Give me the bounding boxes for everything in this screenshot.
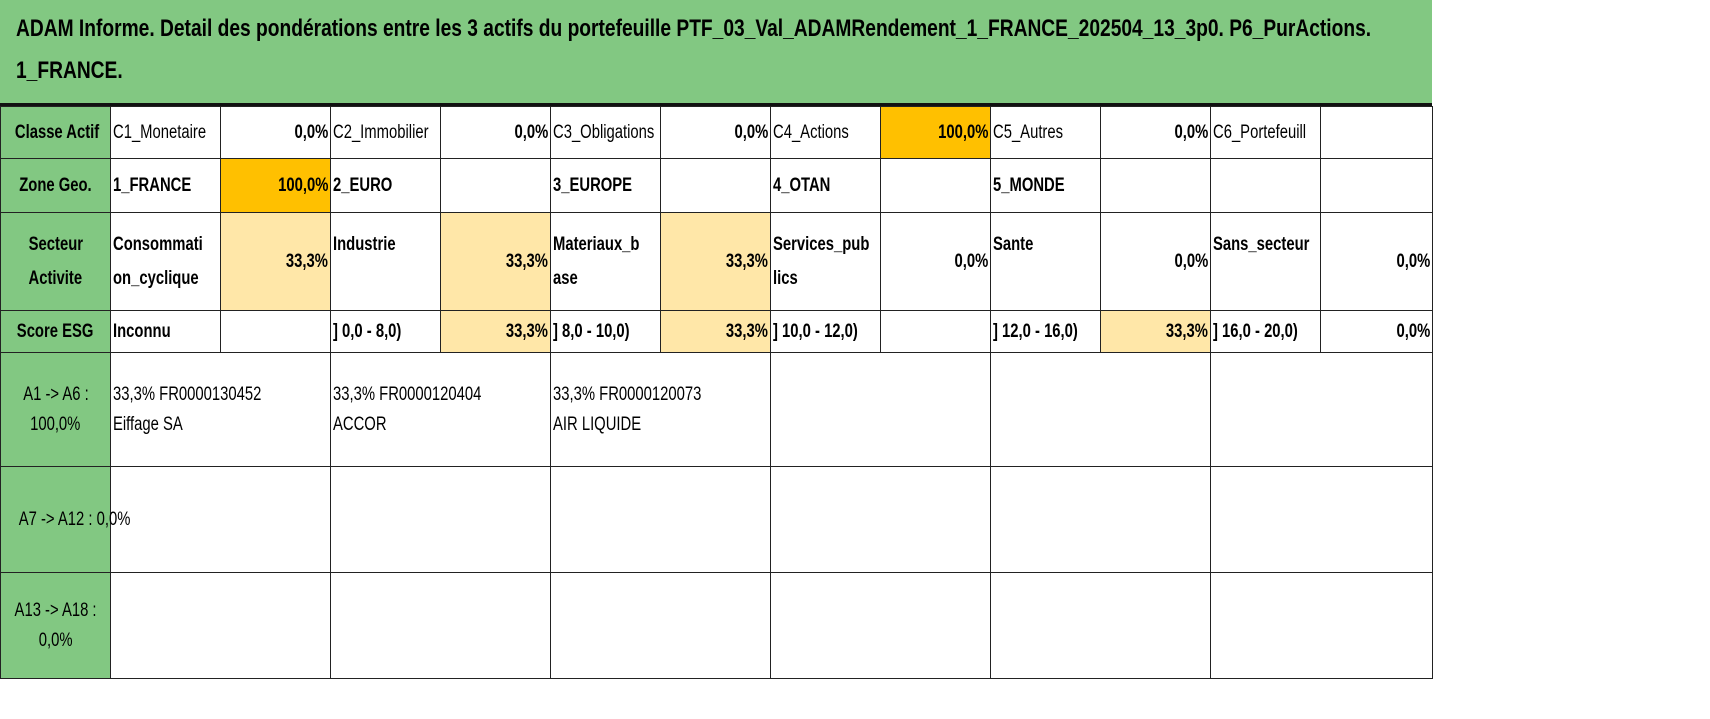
cell-c4-value[interactable]: 100,0%: [881, 107, 991, 159]
row-assets-a1-a6: [1, 353, 1433, 467]
asset-cell-7[interactable]: [111, 467, 331, 573]
cell-secteur-4-value[interactable]: 0,0%: [881, 213, 991, 311]
cell-esg-5-name[interactable]: ] 12,0 - 16,0): [991, 311, 1101, 353]
row-label-secteur[interactable]: Secteur Activite: [1, 213, 111, 311]
asset-cell-4[interactable]: [771, 353, 991, 467]
cell-esg-1-value[interactable]: [221, 311, 331, 353]
cell-secteur-4-name[interactable]: Services_pub lics: [771, 213, 881, 311]
row-label-score-esg[interactable]: Score ESG: [1, 311, 111, 353]
asset-cell-10[interactable]: [771, 467, 991, 573]
cell-c3-value[interactable]: 0,0%: [661, 107, 771, 159]
cell-c4-name[interactable]: C4_Actions: [771, 107, 881, 159]
cell-secteur-5-name[interactable]: Sante: [991, 213, 1101, 311]
row-secteur-activite: [1, 213, 1433, 311]
cell-zone-5-name[interactable]: 5_MONDE: [991, 159, 1101, 213]
cell-esg-6-value[interactable]: 0,0%: [1321, 311, 1433, 353]
asset-cell-15[interactable]: [551, 573, 771, 679]
title-line-2: 1_FRANCE.: [16, 57, 123, 84]
cell-esg-1-name[interactable]: Inconnu: [111, 311, 221, 353]
cell-esg-3-name[interactable]: ] 8,0 - 10,0): [551, 311, 661, 353]
row-classe-actif: [1, 107, 1433, 159]
cell-secteur-6-value[interactable]: 0,0%: [1321, 213, 1433, 311]
cell-c6-name[interactable]: C6_Portefeuill: [1211, 107, 1321, 159]
cell-secteur-1-value[interactable]: 33,3%: [221, 213, 331, 311]
cell-c2-value[interactable]: 0,0%: [441, 107, 551, 159]
row-score-esg: [1, 311, 1433, 353]
cell-c5-value[interactable]: 0,0%: [1101, 107, 1211, 159]
title-line-1: ADAM Informe. Detail des pondérations entre les 3 actifs du portefeuille PTF_03_Val_ADAMRendement_1_FRANCE_202504_13_3p0. P6_PurActions.: [16, 15, 1372, 42]
row-assets-a7-a12: [1, 467, 1433, 573]
asset-group-label-a13-a18[interactable]: A13 -> A18 : 0,0%: [1, 573, 111, 679]
cell-zone-6-value[interactable]: [1321, 159, 1433, 213]
cell-c6-value[interactable]: [1321, 107, 1433, 159]
cell-esg-4-value[interactable]: [881, 311, 991, 353]
report-title: [0, 0, 1432, 106]
cell-zone-4-name[interactable]: 4_OTAN: [771, 159, 881, 213]
cell-esg-2-name[interactable]: ] 0,0 - 8,0): [331, 311, 441, 353]
cell-c1-name[interactable]: C1_Monetaire: [111, 107, 221, 159]
asset-cell-13[interactable]: [111, 573, 331, 679]
cell-c1-value[interactable]: 0,0%: [221, 107, 331, 159]
cell-esg-3-value[interactable]: 33,3%: [661, 311, 771, 353]
cell-c5-name[interactable]: C5_Autres: [991, 107, 1101, 159]
asset-cell-3[interactable]: 33,3% FR0000120073 AIR LIQUIDE: [551, 353, 771, 467]
row-zone-geo: [1, 159, 1433, 213]
cell-zone-2-value[interactable]: [441, 159, 551, 213]
asset-cell-6[interactable]: [1211, 353, 1433, 467]
row-assets-a13-a18: [1, 573, 1433, 679]
asset-cell-16[interactable]: [771, 573, 991, 679]
cell-zone-3-name[interactable]: 3_EUROPE: [551, 159, 661, 213]
cell-secteur-6-name[interactable]: Sans_secteur: [1211, 213, 1321, 311]
cell-esg-6-name[interactable]: ] 16,0 - 20,0): [1211, 311, 1321, 353]
cell-zone-4-value[interactable]: [881, 159, 991, 213]
cell-zone-6-name[interactable]: [1211, 159, 1321, 213]
cell-zone-2-name[interactable]: 2_EURO: [331, 159, 441, 213]
asset-cell-12[interactable]: [1211, 467, 1433, 573]
cell-c3-name[interactable]: C3_Obligations: [551, 107, 661, 159]
asset-cell-1[interactable]: 33,3% FR0000130452 Eiffage SA: [111, 353, 331, 467]
cell-secteur-1-name[interactable]: Consommati on_cyclique: [111, 213, 221, 311]
cell-secteur-2-name[interactable]: Industrie: [331, 213, 441, 311]
weights-grid: [0, 106, 1433, 679]
cell-esg-2-value[interactable]: 33,3%: [441, 311, 551, 353]
row-label-zone-geo[interactable]: Zone Geo.: [1, 159, 111, 213]
asset-cell-14[interactable]: [331, 573, 551, 679]
cell-zone-3-value[interactable]: [661, 159, 771, 213]
cell-secteur-3-value[interactable]: 33,3%: [661, 213, 771, 311]
cell-secteur-5-value[interactable]: 0,0%: [1101, 213, 1211, 311]
row-label-classe-actif[interactable]: Classe Actif: [1, 107, 111, 159]
cell-secteur-3-name[interactable]: Materiaux_b ase: [551, 213, 661, 311]
cell-esg-5-value[interactable]: 33,3%: [1101, 311, 1211, 353]
cell-zone-1-name[interactable]: 1_FRANCE: [111, 159, 221, 213]
asset-cell-8[interactable]: [331, 467, 551, 573]
asset-cell-17[interactable]: [991, 573, 1211, 679]
cell-esg-4-name[interactable]: ] 10,0 - 12,0): [771, 311, 881, 353]
cell-zone-5-value[interactable]: [1101, 159, 1211, 213]
asset-group-label-a1-a6[interactable]: A1 -> A6 : 100,0%: [1, 353, 111, 467]
asset-cell-5[interactable]: [991, 353, 1211, 467]
cell-zone-1-value[interactable]: 100,0%: [221, 159, 331, 213]
asset-cell-2[interactable]: 33,3% FR0000120404 ACCOR: [331, 353, 551, 467]
asset-cell-9[interactable]: [551, 467, 771, 573]
asset-cell-11[interactable]: [991, 467, 1211, 573]
cell-c2-name[interactable]: C2_Immobilier: [331, 107, 441, 159]
asset-group-label-a7-a12[interactable]: A7 -> A12 : 0,0%: [1, 467, 111, 573]
asset-cell-18[interactable]: [1211, 573, 1433, 679]
cell-secteur-2-value[interactable]: 33,3%: [441, 213, 551, 311]
